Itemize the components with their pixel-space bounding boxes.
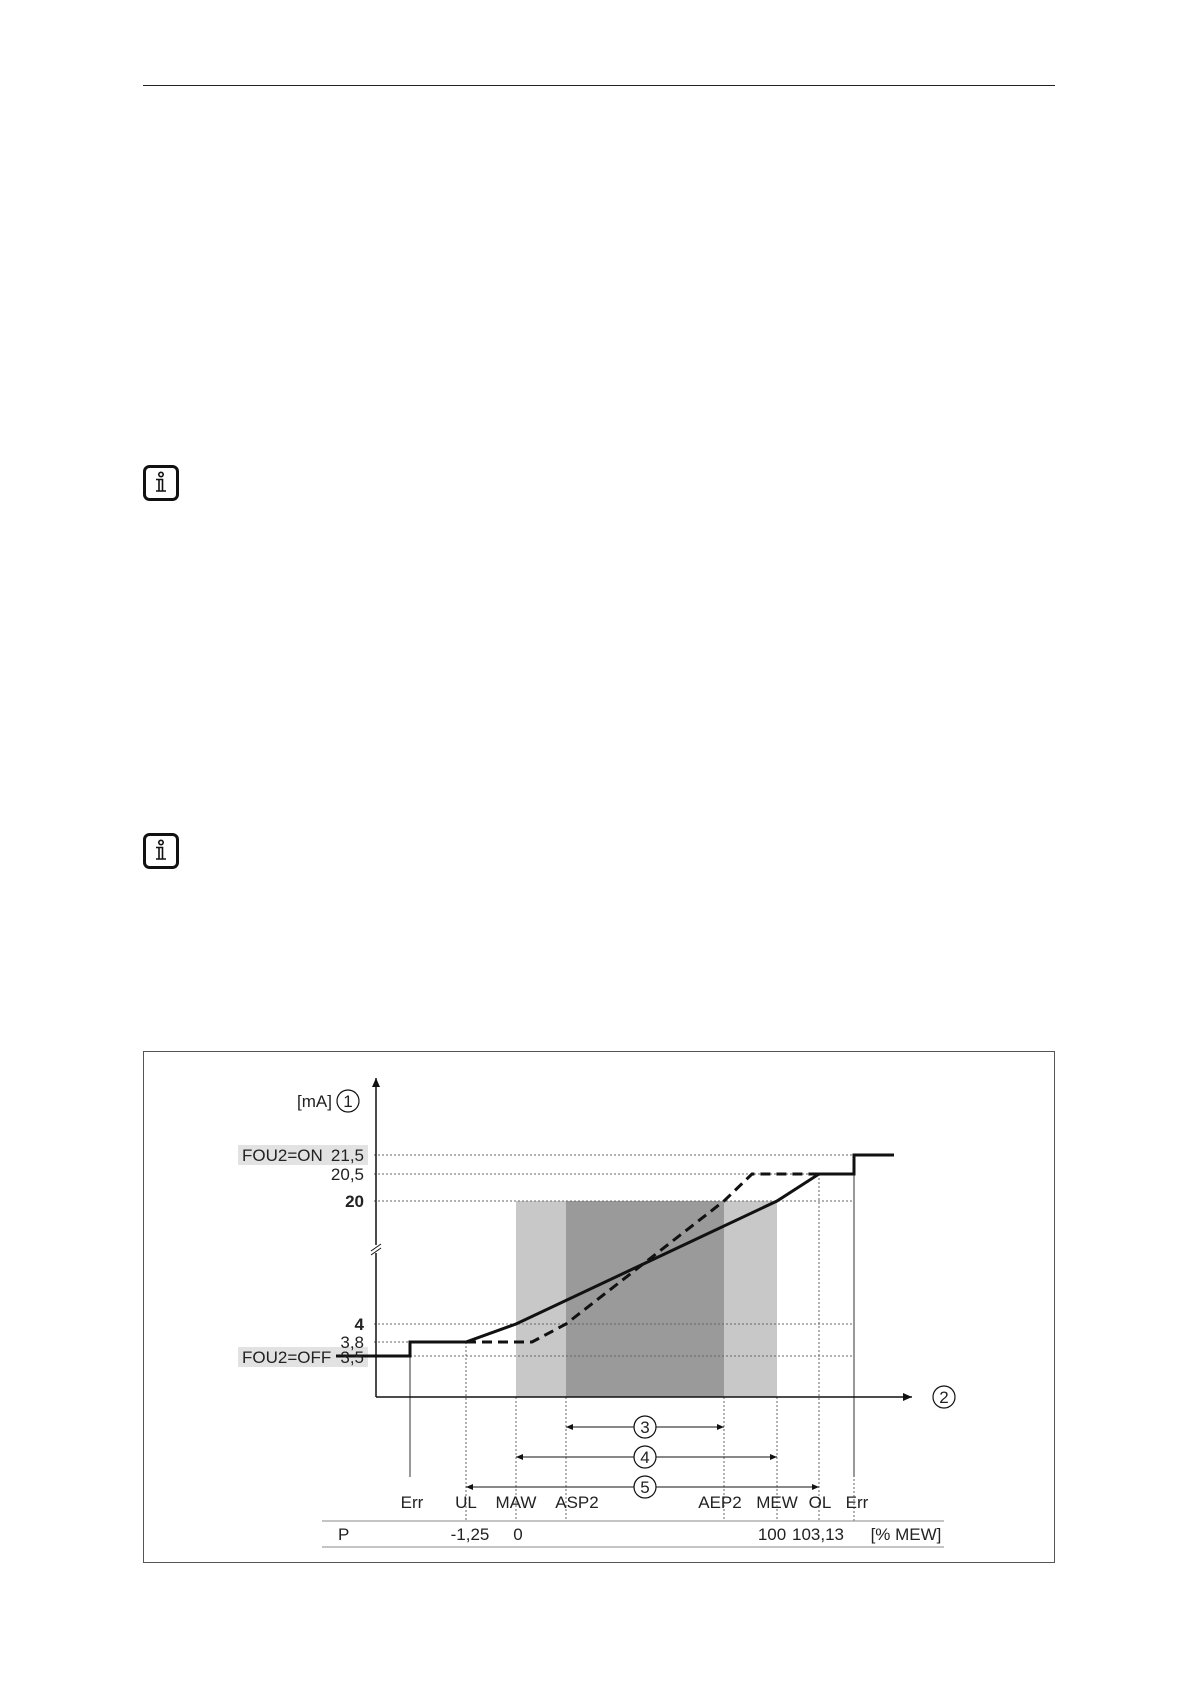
p-value-ul: -1,25: [450, 1525, 490, 1544]
svg-text:1: 1: [343, 1092, 353, 1111]
p-row-label: P: [338, 1525, 350, 1544]
asp2-aep2-zone: [566, 1201, 724, 1397]
svg-text:5: 5: [640, 1478, 650, 1497]
y-tick-21-5: 21,5: [330, 1146, 364, 1165]
p-value-ol: 103,13: [792, 1525, 844, 1544]
info-icon: [143, 833, 179, 869]
p-value-mew: 100: [757, 1525, 787, 1544]
current-output-chart: [144, 1052, 1054, 1562]
callout-2: [933, 1386, 955, 1408]
x-label-ul: UL: [455, 1493, 477, 1512]
y-unit-label: [mA]: [297, 1092, 332, 1111]
y-tick-20-5: 20,5: [330, 1165, 364, 1184]
svg-text:4: 4: [640, 1448, 650, 1467]
y-tick-3-5: 3,5: [340, 1348, 364, 1367]
callout-5: [634, 1476, 656, 1498]
axis-break-mark: [371, 1244, 381, 1251]
info-icon: [143, 465, 179, 501]
p-value-maw: 0: [513, 1525, 523, 1544]
x-label-maw: MAW: [495, 1493, 537, 1512]
header-rule: [143, 85, 1055, 86]
callout-1: [337, 1090, 359, 1112]
y-tick-20: 20: [345, 1192, 364, 1211]
analog-output-diagram: [143, 1051, 1055, 1563]
callout-3: [634, 1416, 656, 1438]
y-tick-3-8: 3,8: [340, 1333, 364, 1352]
x-label-mew: MEW: [756, 1493, 798, 1512]
svg-text:3: 3: [640, 1418, 650, 1437]
y-tick-4: 4: [354, 1315, 364, 1334]
x-label-ol: OL: [808, 1493, 832, 1512]
fou2-on-label: FOU2=ON: [242, 1146, 323, 1165]
x-label-aep2: AEP2: [698, 1493, 742, 1512]
p-row-unit: [% MEW]: [870, 1525, 942, 1544]
svg-text:2: 2: [939, 1388, 949, 1407]
x-label-asp2: ASP2: [555, 1493, 599, 1512]
x-label-err-left: Err: [400, 1493, 424, 1512]
callout-4: [634, 1446, 656, 1468]
fou2-off-label: FOU2=OFF: [242, 1348, 332, 1367]
x-label-err-right: Err: [845, 1493, 869, 1512]
